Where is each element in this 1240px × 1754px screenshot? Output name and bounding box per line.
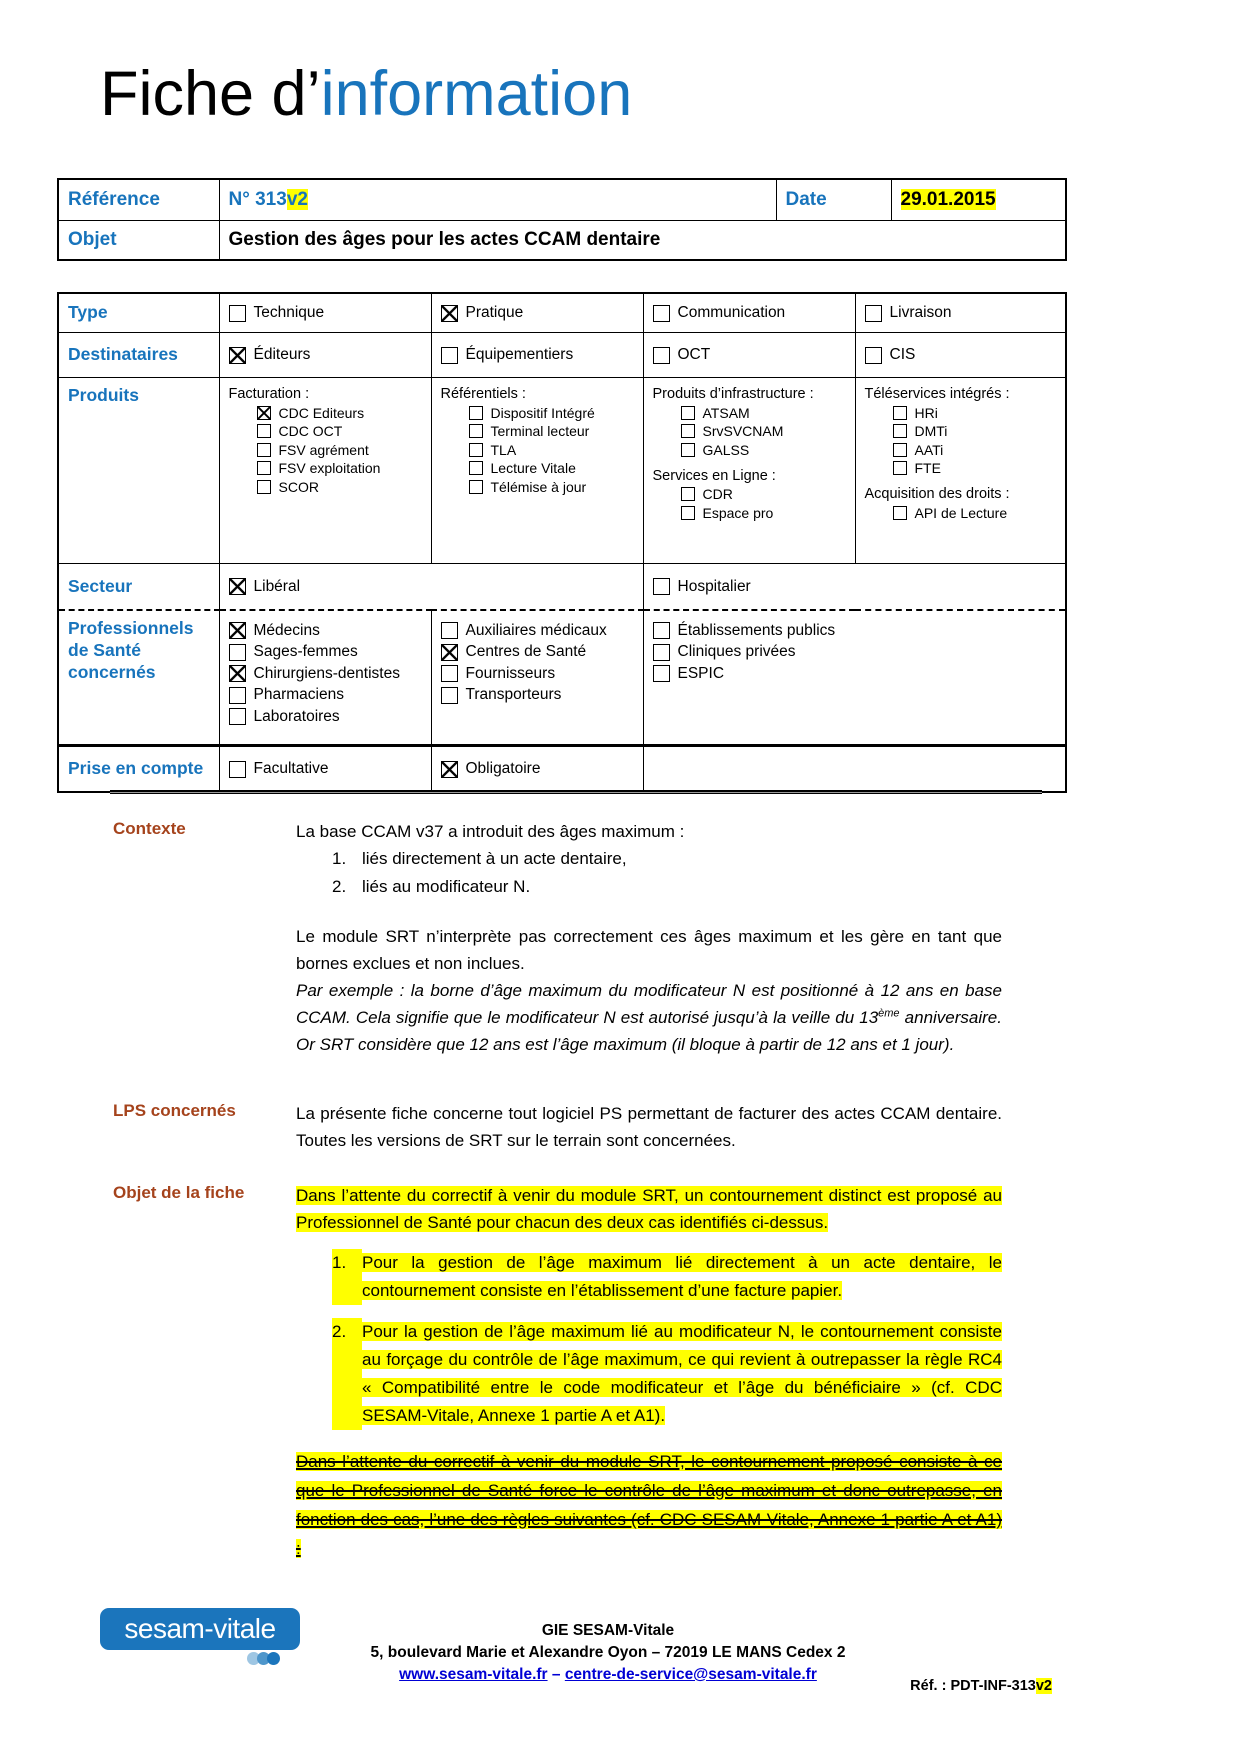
facturation-options — [229, 405, 431, 495]
checkbox-option — [893, 405, 1066, 421]
checkbox-label: Pharmaciens — [253, 686, 344, 703]
checkbox-icon — [653, 305, 670, 322]
website-link[interactable]: www.sesam-vitale.fr — [399, 1666, 548, 1683]
checkbox-option — [893, 442, 1066, 458]
checkbox-icon — [653, 665, 670, 682]
checkbox-icon — [441, 347, 458, 364]
contexte-body — [296, 818, 1002, 1058]
secteur-hospitalier-cell — [643, 564, 1066, 611]
checkbox-icon — [893, 506, 907, 520]
checkbox-option — [441, 665, 643, 683]
acquisition-heading: Acquisition des droits : — [864, 486, 1010, 502]
reference-version-highlight: v2 — [286, 189, 308, 210]
produits-facturation-cell — [219, 378, 431, 564]
checkbox-label: HRi — [914, 404, 938, 421]
checkbox-label: DMTi — [914, 423, 948, 439]
checkbox-option — [441, 760, 643, 778]
checkbox-checked-icon — [441, 644, 458, 661]
footer-reference-version-highlight: v2 — [1035, 1678, 1052, 1694]
checkbox-option — [257, 442, 431, 458]
checkbox-option — [469, 442, 643, 458]
checkbox-label: Établissements publics — [677, 621, 836, 639]
professionnels-col2 — [431, 610, 643, 746]
checkbox-icon — [681, 406, 695, 420]
checkbox-checked-icon — [229, 622, 246, 639]
email-link[interactable]: centre-de-service@sesam-vitale.fr — [564, 1666, 817, 1683]
list-text: Pour la gestion de l’âge maximum lié au modificateur N, le contournement consiste au forçage du contrôle de l’âge maximum, ce qui revient à outrepasser la règle RC4 « Compatibilité entre le code modificateur et l’âge du bénéficiaire » (cf. CDC SESAM-Vitale, Annexe 1 partie A et A1). — [362, 1322, 1002, 1425]
prise-en-compte-row — [58, 746, 1066, 793]
checkbox-label: Espace pro — [702, 504, 774, 521]
type-row-label: Type — [58, 293, 219, 333]
infrastructure-heading: Produits d’infrastructure : — [652, 386, 814, 402]
checkbox-label: OCT — [677, 346, 711, 363]
checkbox-option — [441, 686, 643, 704]
destinataires-option-cell — [219, 333, 431, 378]
destinataires-row — [58, 333, 1066, 378]
checkbox-label: SCOR — [278, 478, 319, 495]
checkbox-option — [893, 423, 1066, 439]
destinataires-option-cell — [431, 333, 643, 378]
list-text: liés directement à un acte dentaire, — [362, 849, 627, 868]
checkbox-icon — [257, 424, 271, 438]
reference-number: N° 313 — [228, 189, 287, 210]
referentiels-heading: Référentiels : — [440, 386, 526, 402]
objet-list-item-2 — [296, 1318, 1002, 1430]
checkbox-icon — [469, 443, 483, 457]
reference-row — [58, 179, 1066, 221]
produits-row — [58, 378, 1066, 564]
checkbox-label: AATi — [914, 441, 944, 458]
prise-row-label: Prise en compte — [58, 746, 219, 793]
list-number: 1. — [332, 849, 347, 868]
checkbox-label: Transporteurs — [465, 686, 562, 703]
prise-option-cell — [219, 746, 431, 793]
checkbox-icon — [653, 644, 670, 661]
professionnels-col3 — [643, 610, 1066, 746]
checkbox-option — [229, 304, 431, 322]
footer-org: GIE SESAM-Vitale — [541, 1622, 675, 1639]
checkbox-option — [229, 708, 431, 726]
checkbox-option — [257, 460, 431, 476]
produits-teleservices-cell — [855, 378, 1066, 564]
lps-para: La présente fiche concerne tout logiciel PS permettant de facturer des actes CCAM dentaire. Toutes les versions de SRT sur le terrain sont concernées. — [296, 1104, 1002, 1150]
checkbox-label: Centres de Santé — [465, 643, 587, 660]
checkbox-label: Cliniques privées — [677, 643, 796, 660]
checkbox-icon — [257, 461, 271, 475]
objet-row — [58, 221, 1066, 261]
produits-infrastructure-cell — [643, 378, 855, 564]
checkbox-option — [469, 479, 643, 495]
footer-address-block — [238, 1620, 978, 1686]
page-title-blue: information — [320, 59, 633, 129]
checkbox-label: Obligatoire — [465, 760, 541, 777]
list-number: 2. — [332, 1318, 362, 1430]
checkbox-icon — [653, 578, 670, 595]
objet-fiche-body — [296, 1182, 1002, 1563]
checkbox-option — [865, 304, 1066, 322]
objet-fiche-intro — [296, 1182, 1002, 1236]
list-number: 2. — [332, 877, 347, 896]
footer-reference-prefix: Réf. : PDT-INF-313 — [910, 1678, 1036, 1694]
checkbox-checked-icon — [229, 665, 246, 682]
checkbox-option — [681, 486, 855, 502]
highlighted-text: Dans l’attente du correctif à venir du module SRT, un contournement distinct est proposé au Professionnel de Santé pour chacun des deux cas identifiés ci-dessus. — [296, 1186, 1002, 1232]
date-label: Date — [776, 179, 891, 221]
infrastructure-options — [653, 405, 855, 458]
checkbox-label: CIS — [889, 346, 916, 363]
checkbox-option — [653, 622, 1066, 640]
checkbox-checked-icon — [229, 578, 246, 595]
page-title — [100, 58, 632, 130]
checkbox-icon — [257, 480, 271, 494]
checkbox-option — [441, 643, 643, 661]
checkbox-label: CDC Editeurs — [278, 404, 365, 421]
checkbox-label: Médecins — [253, 621, 320, 639]
professionnels-row-label: Professionnels de Santé concernés — [58, 610, 219, 746]
checkbox-label: Équipementiers — [465, 346, 574, 363]
checkbox-label: Lecture Vitale — [490, 460, 576, 476]
checkbox-label: Éditeurs — [253, 346, 311, 363]
checkbox-icon — [893, 424, 907, 438]
checkbox-label: GALSS — [702, 441, 750, 458]
checkbox-label: Fournisseurs — [465, 664, 556, 682]
secteur-row-label: Secteur — [58, 564, 219, 611]
checkbox-icon — [681, 506, 695, 520]
checkbox-icon — [469, 461, 483, 475]
lps-body — [296, 1100, 1002, 1154]
checkbox-checked-icon — [441, 305, 458, 322]
list-number: 1. — [332, 1249, 362, 1305]
checkbox-label: API de Lecture — [914, 504, 1008, 521]
type-option-cell — [643, 293, 855, 333]
contexte-para: Le module SRT n’interprète pas correctement ces âges maximum et les gère en tant que bornes exclues et non inclues. — [296, 927, 1002, 973]
checkbox-label: Terminal lecteur — [490, 423, 590, 439]
checkbox-label: Technique — [253, 304, 325, 321]
type-row — [58, 293, 1066, 333]
checkbox-icon — [681, 487, 695, 501]
section-label-objet-fiche: Objet de la fiche — [113, 1183, 245, 1202]
checkbox-option — [257, 423, 431, 439]
checkbox-option — [681, 423, 855, 439]
checkbox-icon — [469, 480, 483, 494]
checkbox-icon — [441, 665, 458, 682]
produits-row-label: Produits — [58, 378, 219, 564]
link-separator: – — [547, 1666, 565, 1683]
checkbox-option — [229, 760, 431, 778]
checkbox-label: SrvSVCNAM — [702, 423, 784, 439]
checkbox-icon — [681, 424, 695, 438]
checkbox-label: Télémise à jour — [490, 478, 587, 495]
type-option-cell — [855, 293, 1066, 333]
produits-referentiels-cell — [431, 378, 643, 564]
checkbox-icon — [469, 406, 483, 420]
checkbox-label: ESPIC — [677, 664, 725, 682]
checkbox-icon — [441, 622, 458, 639]
contexte-intro: La base CCAM v37 a introduit des âges maximum : — [296, 822, 685, 841]
checkbox-checked-icon — [229, 347, 246, 364]
checkbox-option — [469, 460, 643, 476]
checkbox-icon — [229, 305, 246, 322]
page-title-black: Fiche d’ — [100, 59, 321, 129]
destinataires-row-label: Destinataires — [58, 333, 219, 378]
checkbox-label: TLA — [490, 441, 517, 458]
secteur-liberal-cell — [219, 564, 643, 611]
reference-value-cell — [219, 179, 776, 221]
checkbox-option — [893, 505, 1066, 521]
footer-reference — [700, 1678, 1052, 1694]
checkbox-option — [441, 622, 643, 640]
checkbox-label: Facultative — [253, 760, 329, 777]
checkbox-option — [441, 304, 643, 322]
checkbox-option — [653, 578, 1066, 596]
checkbox-label: Libéral — [253, 577, 301, 595]
section-label-lps: LPS concernés — [113, 1101, 236, 1120]
objet-list-item-1 — [296, 1249, 1002, 1305]
contexte-list-item-1 — [296, 845, 1002, 873]
struck-highlighted-text: Dans l’attente du correctif à venir du module SRT, le contournement proposé consiste à ce que le Professionnel de Santé force le contrôle de l’âge maximum et donc outrepasse, en fonction des cas, l’une des règles suivantes (cf. CDC SESAM-Vitale, Annexe 1 partie A et A1) : — [296, 1452, 1002, 1558]
checkbox-option — [653, 643, 1066, 661]
checkbox-option — [893, 460, 1066, 476]
checkbox-checked-icon — [257, 406, 271, 420]
referentiels-options — [441, 405, 643, 495]
checkbox-option — [441, 346, 643, 364]
teleservices-options — [865, 405, 1066, 477]
reference-label: Référence — [58, 179, 219, 221]
secteur-row — [58, 564, 1066, 611]
checkbox-icon — [893, 406, 907, 420]
checkbox-label: Chirurgiens-dentistes — [253, 664, 400, 682]
example-text: anniversaire. Or SRT considère que 12 ans est l’âge maximum (il bloque à partir de 12 ans et 1 jour). — [296, 1008, 1002, 1054]
checkbox-label: CDR — [702, 486, 733, 502]
section-divider — [110, 790, 1042, 794]
checkbox-icon — [441, 687, 458, 704]
checkbox-label: Communication — [677, 304, 786, 321]
checkbox-label: Pratique — [465, 304, 524, 321]
teleservices-heading: Téléservices intégrés : — [864, 386, 1010, 402]
checkbox-option — [229, 346, 431, 364]
checkbox-checked-icon — [441, 761, 458, 778]
example-text: Par exemple : la borne d’âge maximum du modificateur N est positionné à 12 ans en base CCAM. Cela signifie que le modificateur N est autorisé jusqu’à la veille du 13 — [296, 981, 1002, 1027]
checkbox-label: CDC OCT — [278, 423, 343, 439]
checkbox-icon — [229, 708, 246, 725]
professionnels-col1 — [219, 610, 431, 746]
objet-fiche-struck-para — [296, 1447, 1002, 1563]
checkbox-icon — [865, 347, 882, 364]
example-superscript: ème — [878, 1007, 900, 1020]
checkbox-option — [681, 405, 855, 421]
checkbox-label: FSV exploitation — [278, 460, 381, 476]
checkbox-option — [469, 405, 643, 421]
checkbox-option — [229, 686, 431, 704]
checkbox-option — [865, 346, 1066, 364]
type-option-cell — [431, 293, 643, 333]
list-text: Pour la gestion de l’âge maximum lié directement à un acte dentaire, le contournement consiste en l’établissement d’une facture papier. — [362, 1253, 1002, 1300]
checkbox-icon — [865, 305, 882, 322]
checkbox-label: Laboratoires — [253, 707, 340, 725]
acquisition-options — [865, 505, 1066, 521]
objet-value: Gestion des âges pour les actes CCAM dentaire — [219, 221, 1066, 261]
checkbox-label: FSV agrément — [278, 441, 369, 458]
services-en-ligne-options — [653, 486, 855, 521]
checkbox-option — [681, 505, 855, 521]
checkbox-option — [229, 643, 431, 661]
checkbox-icon — [681, 443, 695, 457]
checkbox-option — [229, 578, 643, 596]
checkbox-icon — [653, 347, 670, 364]
checkbox-label: Sages-femmes — [253, 643, 358, 660]
checkbox-option — [653, 304, 855, 322]
footer-address: 5, boulevard Marie et Alexandre Oyon – 72019 LE MANS Cedex 2 — [370, 1644, 846, 1661]
services-en-ligne-heading: Services en Ligne : — [652, 467, 776, 484]
checkbox-option — [469, 423, 643, 439]
list-text: liés au modificateur N. — [362, 877, 531, 896]
professionnels-row — [58, 610, 1066, 746]
checkbox-option — [681, 442, 855, 458]
checkbox-label: Auxiliaires médicaux — [465, 621, 607, 639]
classification-table — [57, 292, 1067, 793]
checkbox-icon — [257, 443, 271, 457]
checkbox-label: FTE — [914, 460, 941, 476]
checkbox-icon — [229, 687, 246, 704]
contexte-example — [296, 977, 1002, 1058]
checkbox-option — [257, 479, 431, 495]
date-value-highlight: 29.01.2015 — [900, 189, 996, 210]
date-value-cell — [891, 179, 1066, 221]
facturation-heading: Facturation : — [228, 386, 310, 402]
prise-empty-cell — [643, 746, 1066, 793]
type-option-cell — [219, 293, 431, 333]
checkbox-icon — [229, 644, 246, 661]
checkbox-icon — [893, 461, 907, 475]
checkbox-label: ATSAM — [702, 404, 750, 421]
prise-option-cell — [431, 746, 643, 793]
destinataires-option-cell — [643, 333, 855, 378]
checkbox-icon — [469, 424, 483, 438]
reference-table — [57, 178, 1067, 261]
checkbox-label: Dispositif Intégré — [490, 404, 595, 421]
checkbox-label: Hospitalier — [677, 577, 751, 595]
destinataires-option-cell — [855, 333, 1066, 378]
section-label-contexte: Contexte — [113, 819, 186, 838]
contexte-list-item-2 — [296, 873, 1002, 901]
objet-label: Objet — [58, 221, 219, 261]
checkbox-icon — [893, 443, 907, 457]
checkbox-label: Livraison — [889, 304, 952, 321]
checkbox-option — [257, 405, 431, 421]
checkbox-option — [229, 622, 431, 640]
checkbox-option — [653, 346, 855, 364]
checkbox-icon — [653, 622, 670, 639]
checkbox-option — [653, 665, 1066, 683]
sesam-vitale-logo-text: sesam-vitale — [124, 1613, 276, 1644]
checkbox-option — [229, 665, 431, 683]
checkbox-icon — [229, 761, 246, 778]
